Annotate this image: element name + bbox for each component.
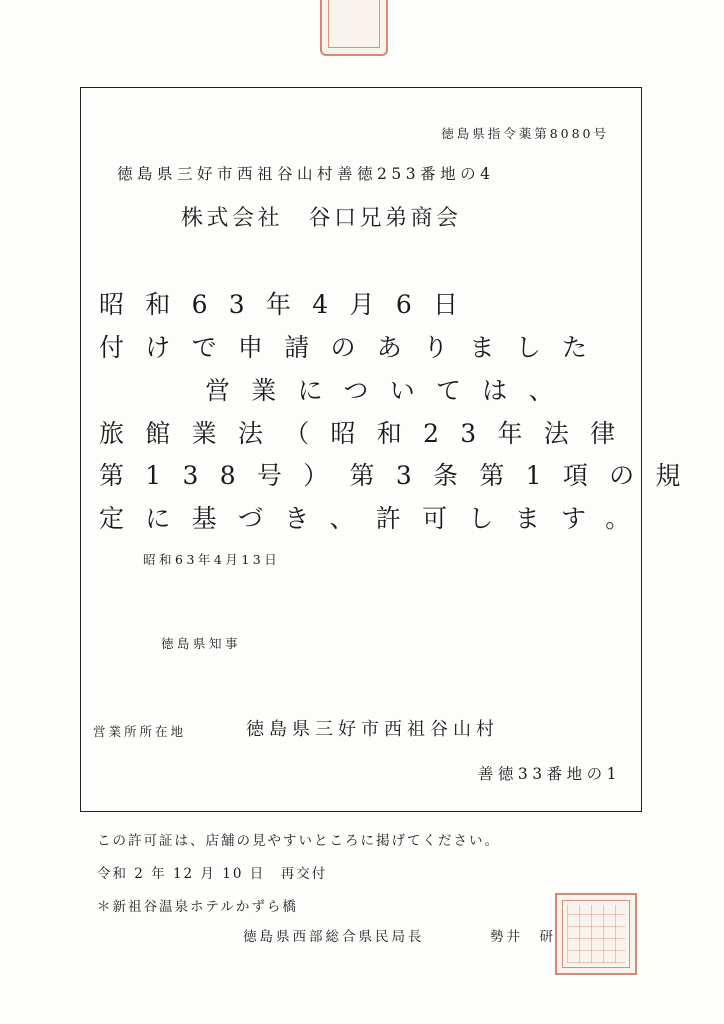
permit-body-line: 旅館業法（昭和23年法律 xyxy=(99,419,637,448)
reissue-date: 令和 2 年 12 月 10 日 再交付 xyxy=(97,866,328,882)
official-name: 勢井 研 xyxy=(490,929,556,945)
permit-body-line: 昭和63年4月6日 xyxy=(99,290,480,319)
permit-body-line: 付けで申請のありました xyxy=(99,333,609,362)
permit-frame xyxy=(80,87,702,812)
issuer-title: 徳島県知事 xyxy=(161,636,242,651)
permit-body-line: 営業については、 xyxy=(205,376,575,405)
permit-body-line: 第138号）第3条第1項の規 xyxy=(99,461,702,490)
designation-number: 徳島県指令薬第8080号 xyxy=(441,126,609,141)
business-location-line1: 徳島県三好市西祖谷山村 xyxy=(246,719,499,740)
top-seal-stamp xyxy=(320,0,388,56)
business-location-label: 営業所所在地 xyxy=(93,724,187,739)
permit-body-line: 定に基づき、許可します。 xyxy=(99,504,652,533)
business-location-line2: 善徳33番地の1 xyxy=(477,765,621,783)
display-notice: この許可証は、店舗の見やすいところに掲げてください。 xyxy=(97,833,500,849)
applicant-address: 徳島県三好市西祖谷山村善徳253番地の4 xyxy=(117,165,495,183)
facility-name: ＊新祖谷温泉ホテルかずら橋 xyxy=(97,899,298,915)
issuing-office: 徳島県西部総合県民局長 xyxy=(243,929,425,945)
issue-date: 昭和63年4月13日 xyxy=(143,552,281,567)
official-seal-stamp xyxy=(555,893,637,975)
company-name: 株式会社 谷口兄弟商会 xyxy=(181,206,462,231)
